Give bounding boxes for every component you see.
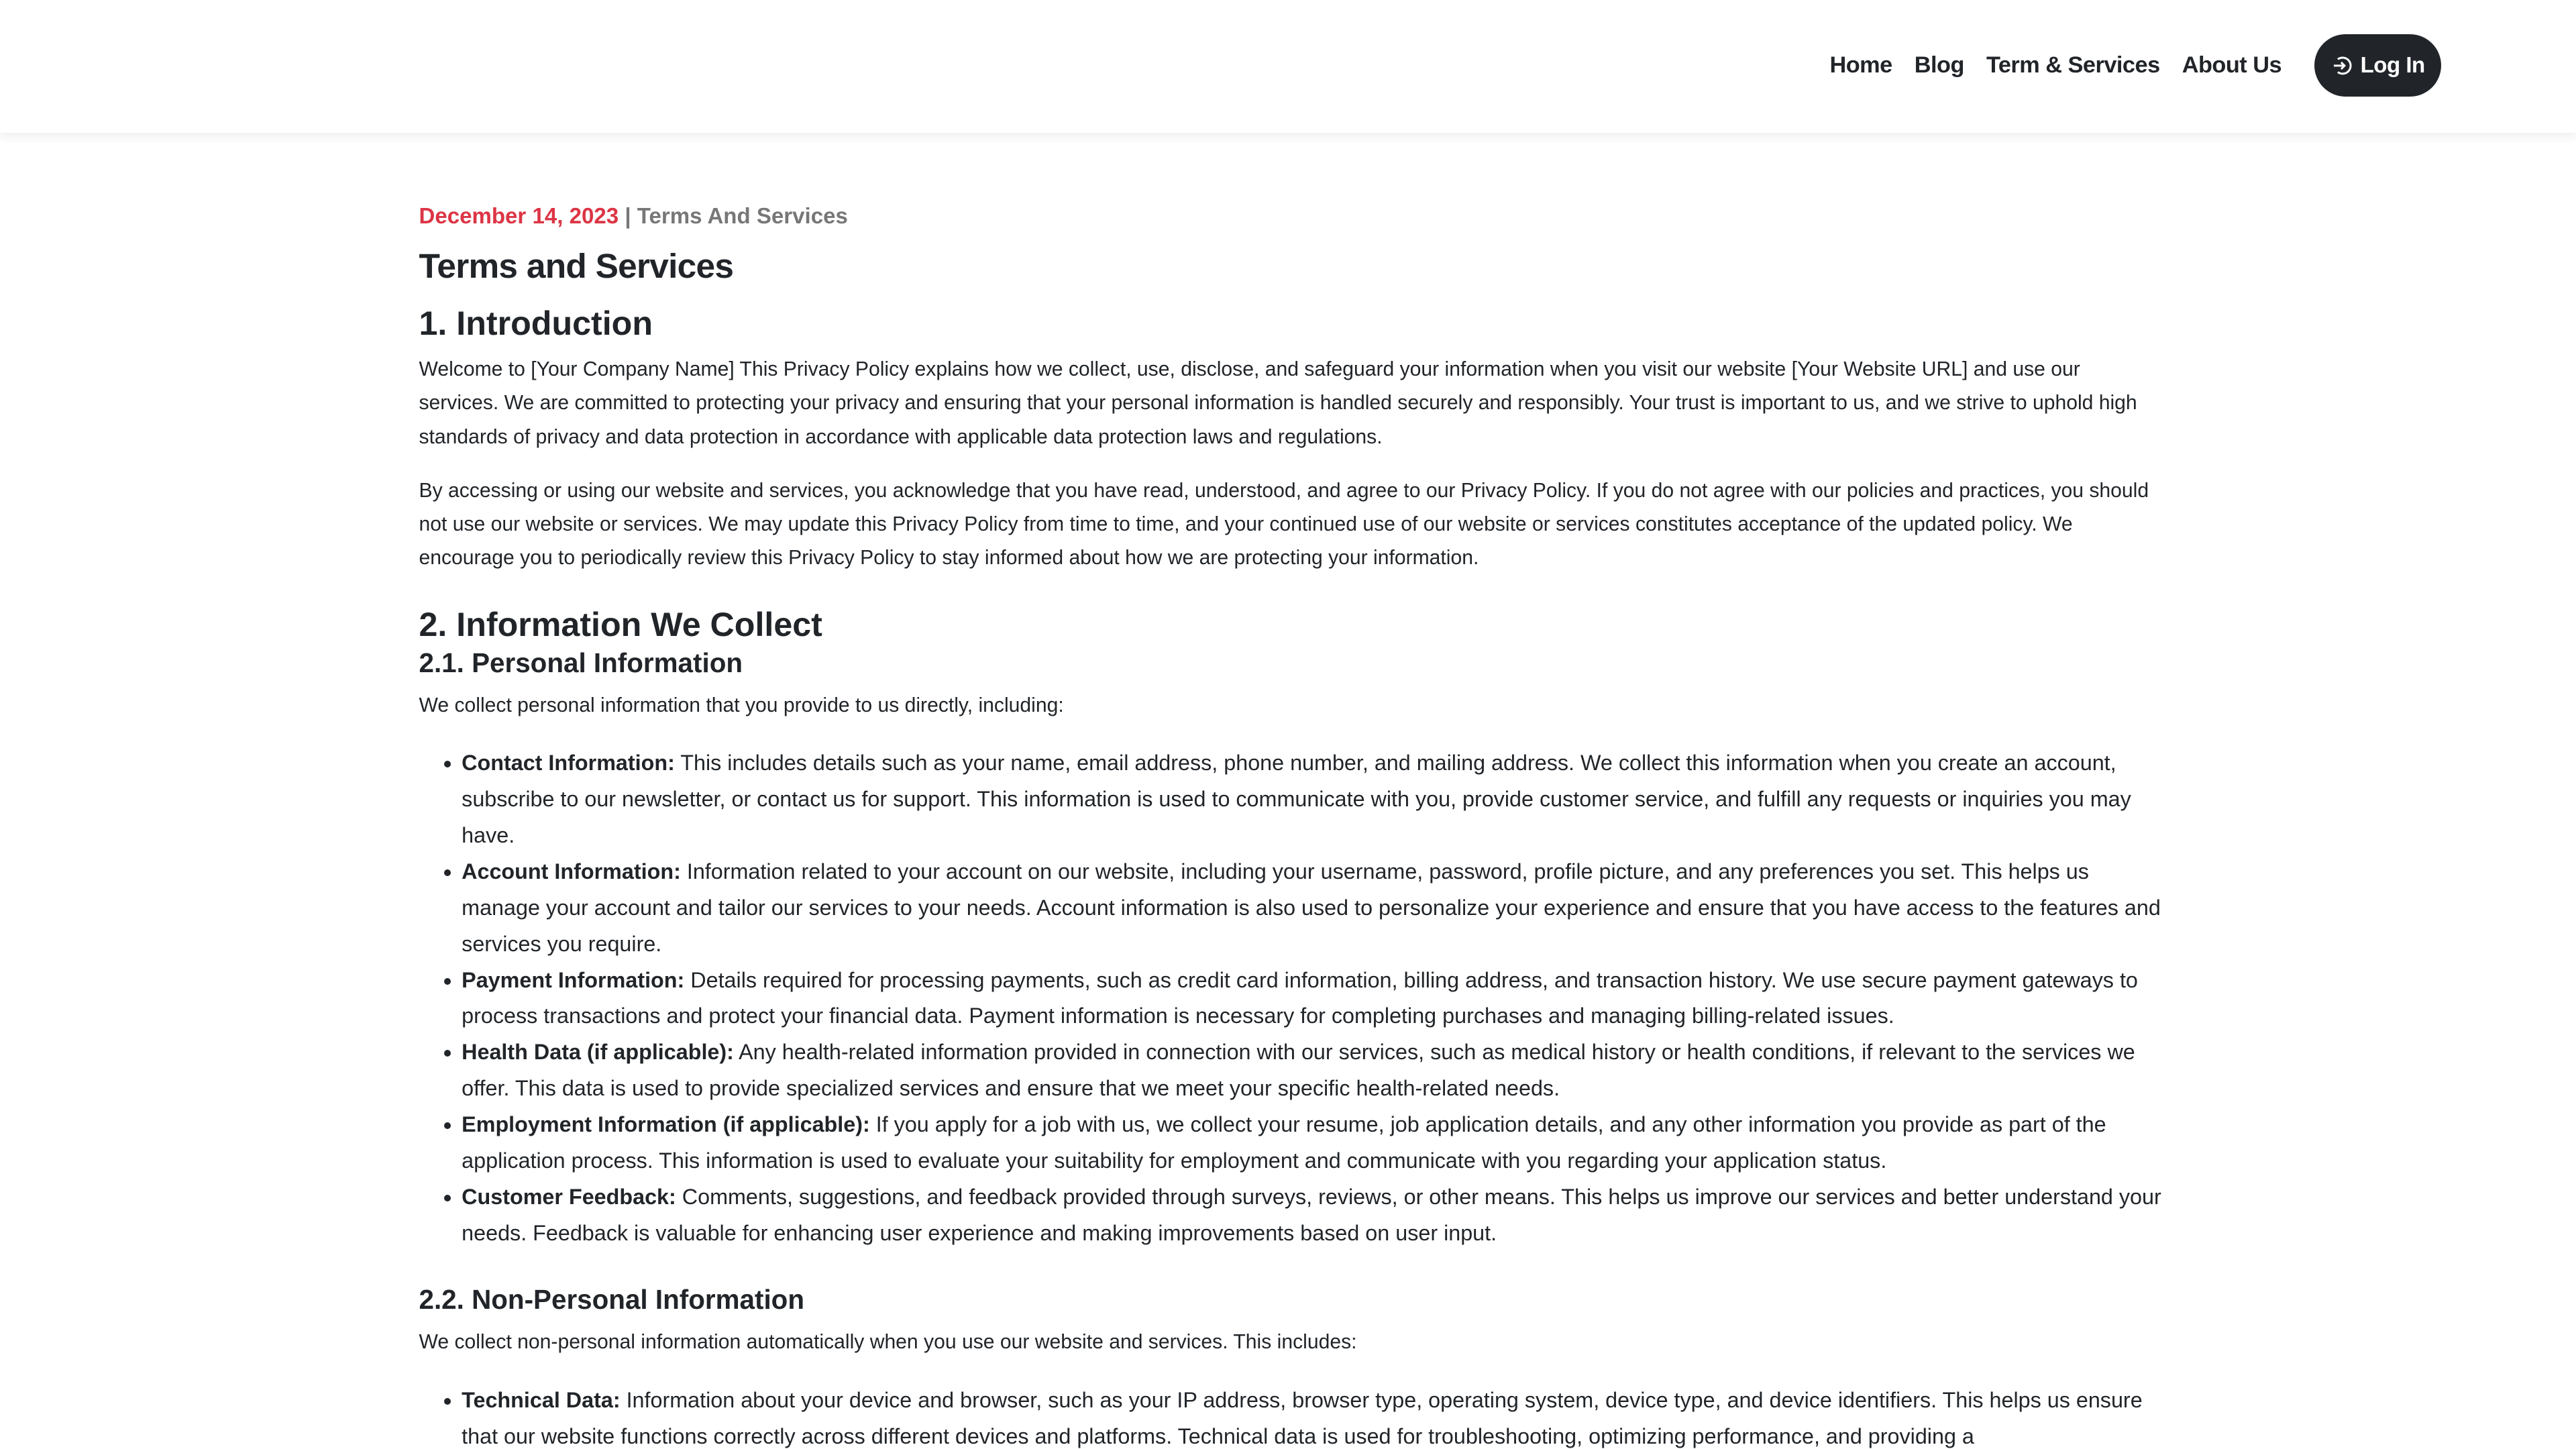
item-text: Comments, suggestions, and feedback provided through surveys, reviews, or other means. This helps us improve our services and better understand your needs. Feedback is valuable for enhancing user experience and making improvements based on user input. <box>462 1184 2161 1245</box>
section-heading: 2. Information We Collect <box>419 605 822 643</box>
list-item <box>462 1179 2163 1252</box>
item-label: Technical Data: <box>462 1387 621 1412</box>
list-item <box>462 1034 2163 1107</box>
main-nav <box>1807 34 2441 97</box>
personal-info-list <box>419 745 2163 1251</box>
nav-about-us[interactable]: About Us <box>2182 52 2282 78</box>
list-item <box>462 1383 2163 1449</box>
item-label: Contact Information: <box>462 751 675 775</box>
paragraph: We collect non-personal information automatically when you use our website and services. This includes: <box>419 1331 1357 1354</box>
meta-separator: | <box>625 203 631 229</box>
list-item <box>462 963 2163 1035</box>
nav-blog[interactable]: Blog <box>1914 52 1964 78</box>
page-title: Terms and Services <box>419 246 734 286</box>
item-text: If you apply for a job with us, we collect your resume, job application details, and any other information you provide as part of the application process. This information is used to evaluate your suitability for employment and communicate with you regarding your application status. <box>462 1112 2106 1173</box>
paragraph: We collect personal information that you provide to us directly, including: <box>419 694 1064 716</box>
item-text: Any health-related information provided in connection with our services, such as medical history or health conditions, if relevant to the services we offer. This data is used to provide specialized services and ensure that we meet your specific health-related needs. <box>462 1040 2135 1101</box>
site-header <box>0 0 2576 133</box>
paragraph: By accessing or using our website and services, you acknowledge that you have read, understood, and agree to our Privacy Policy. If you do not agree with our policies and practices, you should not use our website or services. We may update this Privacy Policy from time to time, and your continued use of our website or services constitutes acceptance of the updated policy. We encourage you to periodically review this Privacy Policy to stay informed about how we are protecting your information. <box>419 479 2149 570</box>
list-item <box>462 1107 2163 1179</box>
login-label: Log In <box>2360 52 2425 78</box>
login-button[interactable] <box>2314 34 2441 97</box>
item-text: This includes details such as your name, email address, phone number, and mailing address. We collect this information when you create an account, subscribe to our newsletter, or contact us for support. This information is used to communicate with you, provide customer service, and fulfill any requests or inquiries you may have. <box>462 751 2131 848</box>
post-meta <box>419 204 2163 229</box>
nav-home[interactable]: Home <box>1829 52 1892 78</box>
item-text: Information related to your account on our website, including your username, password, profile picture, and any preferences you set. This helps us manage your account and tailor our services to your needs. Account information is also used to personalize your experience and ensure that you have access to the features and services you require. <box>462 859 2161 956</box>
post-date: December 14, 2023 <box>419 203 619 229</box>
non-personal-info-list <box>419 1383 2163 1449</box>
post-category[interactable]: Terms And Services <box>637 203 848 229</box>
nav-terms-services[interactable]: Term & Services <box>1986 52 2160 78</box>
item-label: Health Data (if applicable): <box>462 1040 734 1065</box>
list-item <box>462 745 2163 854</box>
item-text: Details required for processing payments, such as credit card information, billing address, and transaction history. We use secure payment gateways to process transactions and protect your financial data. Payment information is necessary for completing purchases and managing billing-related issues. <box>462 967 2138 1028</box>
subsection-heading: 2.1. Personal Information <box>419 647 743 678</box>
login-icon <box>2331 55 2353 76</box>
section-heading: 1. Introduction <box>419 305 653 343</box>
item-label: Account Information: <box>462 859 681 883</box>
article <box>419 204 2163 1449</box>
paragraph: Welcome to [Your Company Name] This Privacy Policy explains how we collect, use, disclose, and safeguard your information when you visit our website [Your Website URL] and use our services. We are committed to protecting your privacy and ensuring that your personal information is handled securely and responsibly. Your trust is important to us, and we strive to uphold high standards of privacy and data protection in accordance with applicable data protection laws and regulations. <box>419 358 2137 448</box>
item-label: Payment Information: <box>462 967 685 992</box>
subsection-heading: 2.2. Non-Personal Information <box>419 1284 805 1316</box>
item-text: Information about your device and browser, such as your IP address, browser type, operating system, device type, and device identifiers. This helps us ensure that our website functions correctly across different devices and platforms. Technical data is used for troubleshooting, optimizing performance, and providing a <box>462 1387 2143 1448</box>
list-item <box>462 854 2163 963</box>
item-label: Customer Feedback: <box>462 1184 676 1209</box>
item-label: Employment Information (if applicable): <box>462 1112 870 1137</box>
